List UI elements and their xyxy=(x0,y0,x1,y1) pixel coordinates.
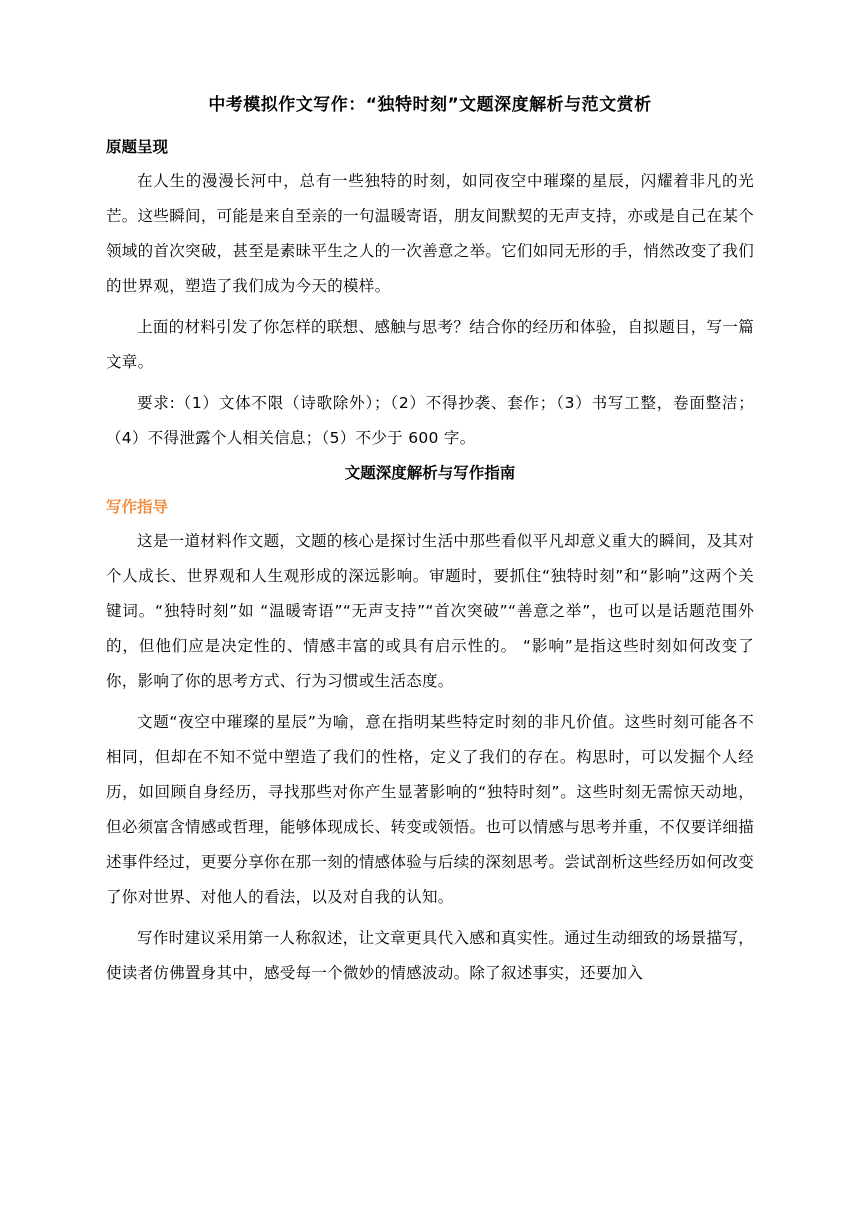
guide-paragraph-1: 这是一道材料作文题，文题的核心是探讨生活中那些看似平凡却意义重大的瞬间，及其对个人成长、世界观和人生观形成的深远影响。审题时，要抓住“独特时刻”和“影响”这两个关键词。“独特时刻”如 “温暖寄语”“无声支持”“首次突破”“善意之举”，也可以是话题范围外的，但他们应是决定性的、情感丰富的或具有启示性的。 “影响”是指这些时刻如何改变了你，影响了你的思考方式、行为习惯或生活态度。 xyxy=(106,532,754,690)
prompt-requirements-paragraph: 要求:（1）文体不限（诗歌除外）；（2）不得抄袭、套作；（3）书写工整，卷面整洁；（4）不得泄露个人相关信息；（5）不少于 600 字。 xyxy=(106,394,754,447)
guide-paragraph-3: 写作时建议采用第一人称叙述，让文章更具代入感和真实性。通过生动细致的场景描写，使读者仿佛置身其中，感受每一个微妙的情感波动。除了叙述事实，还要加入 xyxy=(106,929,754,982)
guide-heading: 写作指导 xyxy=(106,498,169,516)
prompt-heading: 原题呈现 xyxy=(106,138,169,156)
document-title: 中考模拟作文写作：“独特时刻”文题深度解析与范文赏析 xyxy=(208,95,652,115)
guide-paragraph-2: 文题“夜空中璀璨的星辰”为喻，意在指明某些特定时刻的非凡价值。这些时刻可能各不相同，但却在不知不觉中塑造了我们的性格，定义了我们的存在。构思时，可以发掘个人经历，如回顾自身经历，寻找那些对你产生显著影响的“独特时刻”。这些时刻无需惊天动地，但必须富含情感或哲理，能够体现成长、转变或领悟。也可以情感与思考并重，不仅要详细描述事件经过，更要分享你在那一刻的情感体验与后续的深刻思考。尝试剖析这些经历如何改变了你对世界、对他人的看法，以及对自我的认知。 xyxy=(106,713,754,906)
prompt-task-paragraph: 上面的材料引发了你怎样的联想、感触与思考？结合你的经历和体验，自拟题目，写一篇文章。 xyxy=(106,318,754,371)
document-page xyxy=(106,90,754,991)
analysis-heading: 文题深度解析与写作指南 xyxy=(344,464,516,482)
prompt-material-paragraph: 在人生的漫漫长河中，总有一些独特的时刻，如同夜空中璀璨的星辰，闪耀着非凡的光芒。这些瞬间，可能是来自至亲的一句温暖寄语，朋友间默契的无声支持，亦或是自己在某个领域的首次突破，甚至是素昧平生之人的一次善意之举。它们如同无形的手，悄然改变了我们的世界观，塑造了我们成为今天的模样。 xyxy=(106,172,754,295)
